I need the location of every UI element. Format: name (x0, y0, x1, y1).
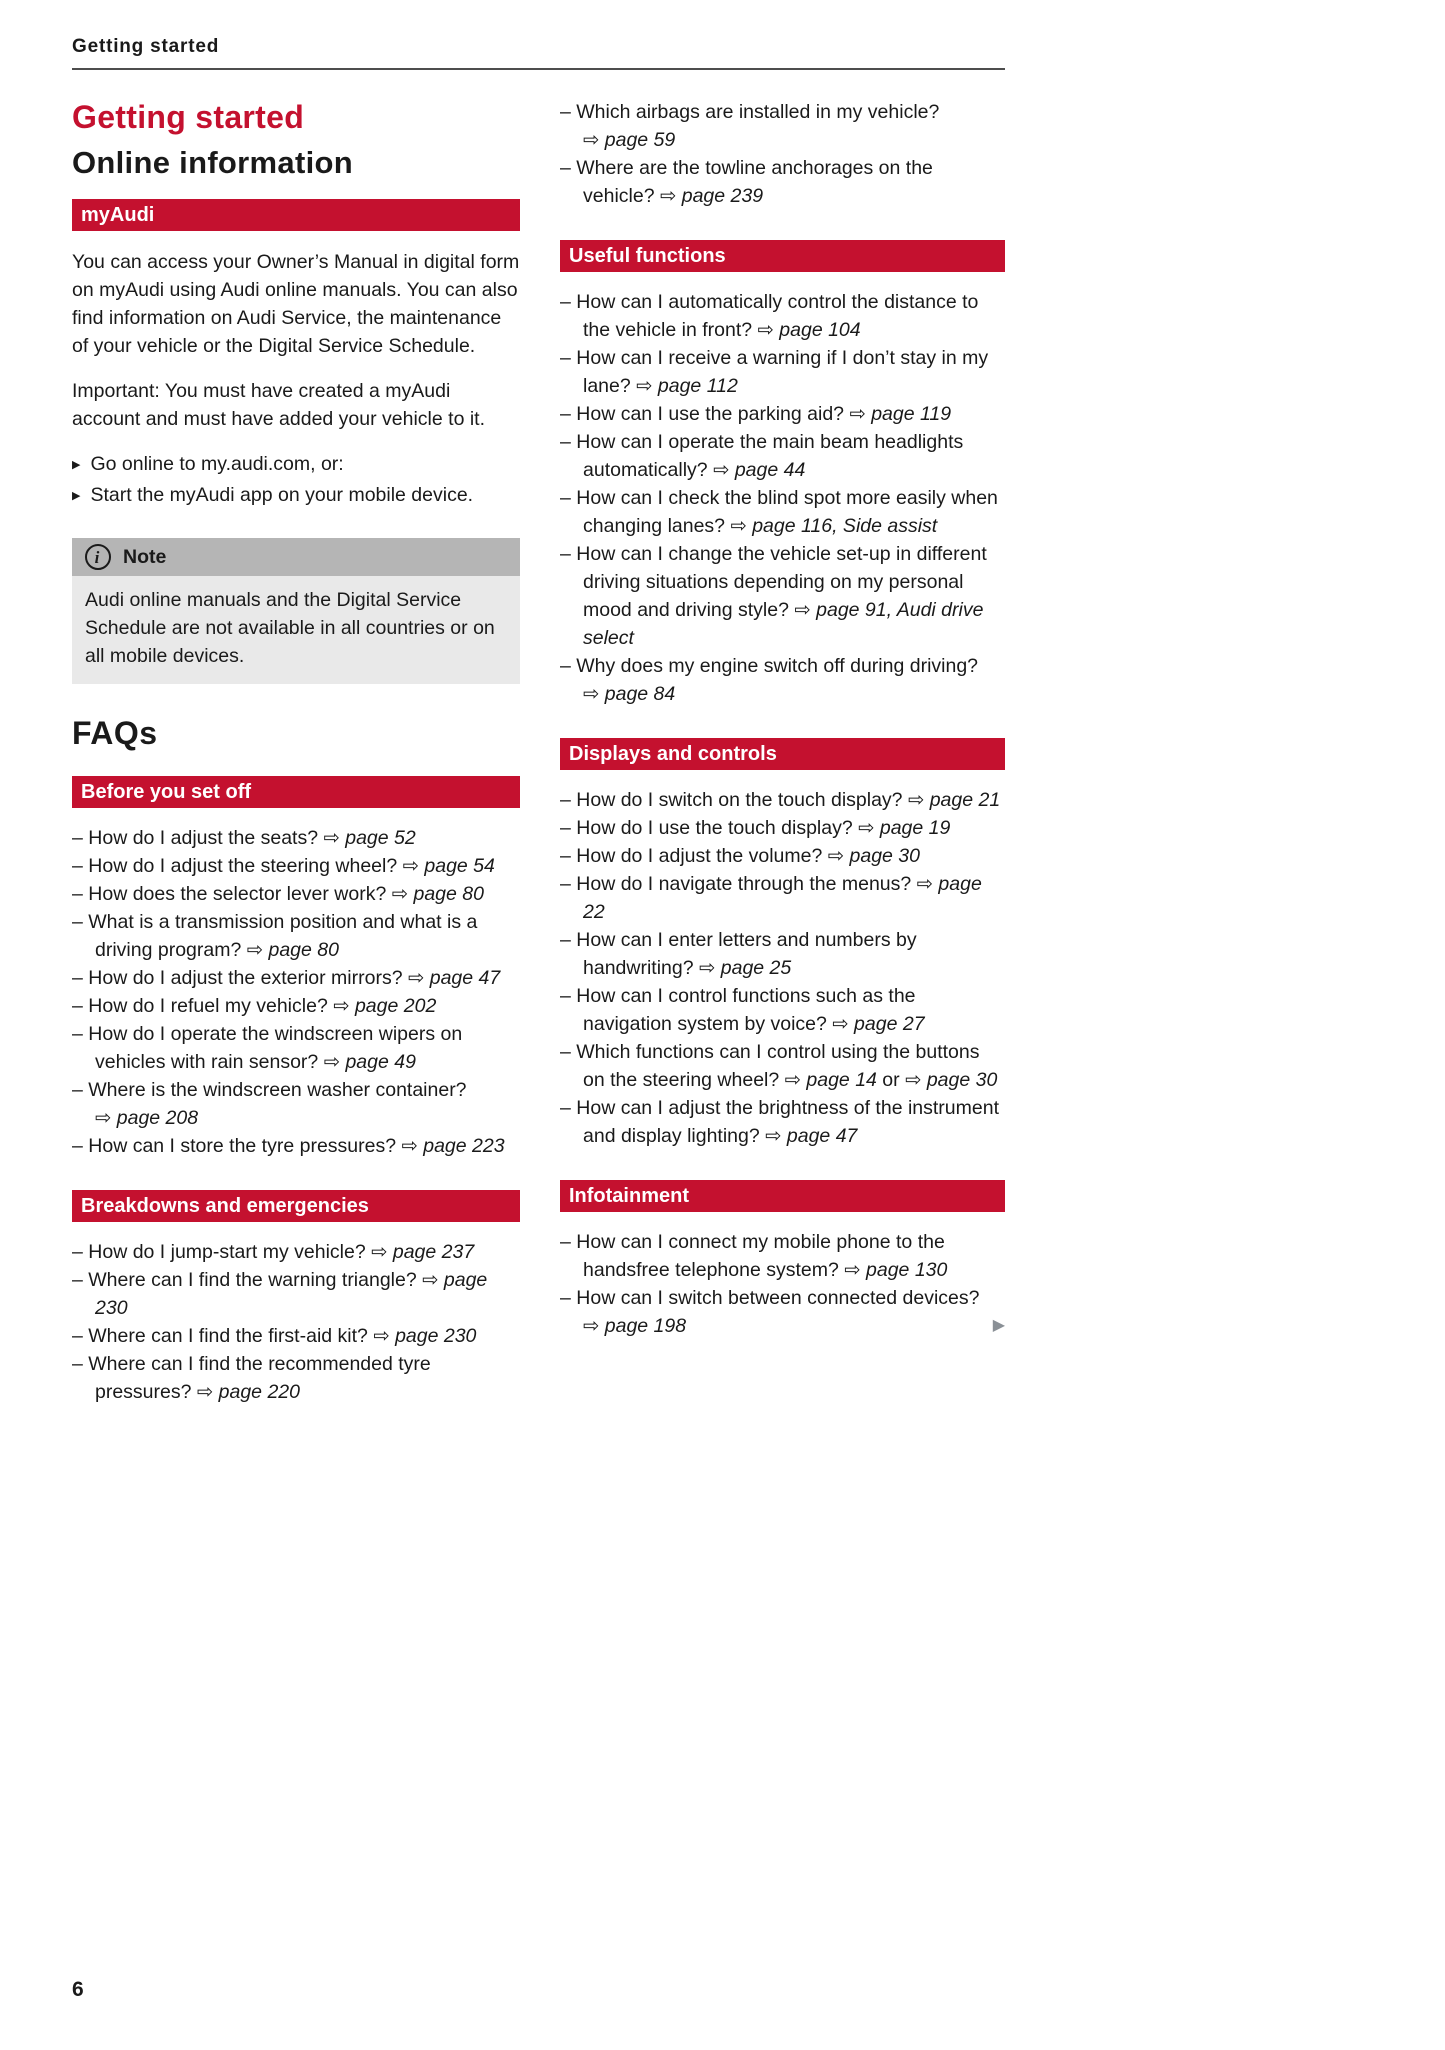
faq-item (560, 540, 1005, 652)
faq-question: – How can I automatically control the distance to the vehicle in front? (560, 291, 979, 341)
page-ref-link[interactable] (849, 403, 951, 425)
faq-question: – How can I change the vehicle set-up in different driving situations depending on my personal mood and driving style? (560, 543, 987, 621)
faq-item (560, 786, 1005, 814)
faq-question: – How can I enter letters and numbers by handwriting? (560, 929, 917, 979)
ref-arrow-icon: ⇨ (916, 873, 933, 895)
faq-item (560, 870, 1005, 926)
ref-page-label: page 223 (417, 1135, 505, 1157)
ref-page-label: page 52 (339, 827, 416, 849)
note-box (72, 538, 520, 684)
bullet-item (72, 450, 520, 481)
page-header (72, 36, 1005, 70)
faq-question: – Which airbags are installed in my vehicle? (560, 101, 940, 123)
ref-page-label: page 104 (773, 319, 861, 341)
faq-item (560, 1094, 1005, 1150)
faq-item (560, 842, 1005, 870)
faq-question: – How can I connect my mobile phone to the handsfree telephone system? (560, 1231, 945, 1281)
ref-page-label: page 19 (874, 817, 951, 839)
faq-section (72, 1190, 520, 1406)
ref-arrow-icon: ⇨ (659, 185, 677, 207)
page-ref-link[interactable] (730, 515, 937, 537)
faq-item (560, 814, 1005, 842)
faq-list (72, 824, 520, 1160)
faq-item (72, 880, 520, 908)
ref-page-label: page 237 (387, 1241, 475, 1263)
faq-list (560, 288, 1005, 708)
ref-page-label: page 22 (583, 873, 982, 923)
ref-arrow-icon: ⇨ (757, 319, 774, 341)
intro-paragraph: You can access your Owner’s Manual in digital form on myAudi using Audi online manuals. You can also find information on Audi Service, the maintenance of your vehicle or the Digital Service Schedule. (72, 251, 520, 357)
page-content (72, 36, 1005, 1406)
bullet-item (72, 481, 520, 512)
faq-item (72, 1020, 520, 1076)
page-ref-link[interactable] (583, 683, 675, 705)
faq-question: – How does the selector lever work? (72, 883, 392, 905)
page-ref-link[interactable] (373, 1325, 476, 1347)
ref-arrow-icon: ⇨ (699, 957, 716, 979)
faq-item (72, 992, 520, 1020)
note-text: Audi online manuals and the Digital Service Schedule are not available in all countries or on all mobile devices. (72, 576, 520, 684)
faq-item (560, 428, 1005, 484)
note-header (72, 538, 520, 576)
faq-section (560, 738, 1005, 1150)
triangle-bullet-icon: ▶ (72, 459, 81, 471)
ref-page-label: page 208 (111, 1107, 199, 1129)
ref-arrow-icon: ⇨ (907, 789, 925, 811)
faq-list (560, 786, 1005, 1150)
ref-arrow-icon: ⇨ (323, 827, 340, 849)
faq-question: – How can I adjust the brightness of the instrument and display lighting? (560, 1097, 999, 1147)
ref-arrow-icon: ⇨ (422, 1269, 439, 1291)
faq-item (560, 926, 1005, 982)
ref-arrow-icon: ⇨ (401, 1135, 418, 1157)
right-faq-sections (560, 98, 1005, 1340)
ref-page-label: page 230 (95, 1269, 488, 1319)
chapter-title: Getting started (72, 99, 305, 135)
ref-page-label: page 80 (408, 883, 484, 905)
faq-question: – How do I switch on the touch display? (560, 789, 908, 811)
ref-arrow-icon: ⇨ (407, 967, 425, 989)
faq-item (72, 908, 520, 964)
myaudi-banner: myAudi (72, 199, 520, 231)
ref-page-label: page 198 (599, 1315, 687, 1337)
ref-page-label: page 80 (263, 939, 339, 961)
ref-arrow-icon: ⇨ (371, 1241, 388, 1263)
page-ref-link[interactable] (324, 1051, 416, 1073)
page-ref-link[interactable] (660, 185, 763, 207)
ref-page-label: page 54 (418, 855, 495, 877)
faq-question: – Where can I find the recommended tyre pressures? (72, 1353, 431, 1403)
faq-question: – How do I jump-start my vehicle? (72, 1241, 372, 1263)
faq-section (560, 240, 1005, 708)
page-ref-link[interactable] (713, 459, 805, 481)
ref-arrow-icon: ⇨ (333, 995, 350, 1017)
faq-question: – How can I store the tyre pressures? (72, 1135, 402, 1157)
two-column-layout (72, 70, 1005, 1406)
ref-page-label: page 112 (652, 375, 738, 397)
triangle-bullet-icon: ▶ (72, 490, 81, 502)
ref-page-label: page 59 (599, 129, 676, 151)
page-ref-link[interactable] (758, 319, 861, 341)
instruction-list (72, 450, 520, 512)
ref-arrow-icon: ⇨ (713, 459, 730, 481)
faq-question: – How do I adjust the exterior mirrors? (72, 967, 408, 989)
page-ref-link[interactable] (403, 855, 495, 877)
faq-question: – Where can I find the warning triangle? (72, 1269, 423, 1291)
ref-arrow-icon: ⇨ (765, 1125, 782, 1147)
ref-arrow-icon: ⇨ (583, 1315, 600, 1337)
bullet-text: Go online to my.audi.com, or: (90, 453, 344, 475)
faq-question: – Which functions can I control using the buttons on the steering wheel? (560, 1041, 980, 1091)
ref-page-label: page 47 (781, 1125, 858, 1147)
ref-arrow-icon: ⇨ (583, 683, 600, 705)
faq-question: – Why does my engine switch off during driving? (560, 655, 979, 677)
page-ref-link[interactable] (333, 995, 436, 1017)
faq-list (560, 98, 1005, 210)
page-ref-link[interactable] (832, 1013, 924, 1035)
faq-item: – Which functions can I control using the buttons on the steering wheel? ⇨ page 14 or ⇨ page 30 (560, 1041, 998, 1091)
ref-page-label: page 47 (424, 967, 501, 989)
page-ref-link[interactable] (858, 817, 950, 839)
faq-item (560, 154, 1005, 210)
ref-page-label: page 130 (860, 1259, 948, 1281)
ref-page-label: page 84 (599, 683, 676, 705)
running-header-title: Getting started (72, 36, 220, 57)
ref-page-label: page 14 (800, 1069, 877, 1091)
ref-arrow-icon: ⇨ (858, 817, 875, 839)
page-ref-link[interactable] (583, 129, 675, 151)
faq-question: – How can I receive a warning if I don’t stay in my lane? (560, 347, 989, 397)
ref-arrow-icon: ⇨ (373, 1325, 390, 1347)
bullet-text: Start the myAudi app on your mobile device. (90, 484, 474, 506)
faq-question: – Where is the windscreen washer container? (72, 1079, 467, 1101)
ref-arrow-icon: ⇨ (391, 883, 409, 905)
left-faq-sections (72, 776, 520, 1406)
ref-arrow-icon: ⇨ (323, 1051, 341, 1073)
section-banner: Displays and controls (560, 738, 1005, 770)
ref-page-label: page 27 (848, 1013, 925, 1035)
ref-arrow-icon: ⇨ (849, 403, 866, 425)
ref-page-label: page 230 (389, 1325, 477, 1347)
faq-question: – How do I refuel my vehicle? (72, 995, 334, 1017)
section-banner: Useful functions (560, 240, 1005, 272)
faq-item (72, 1266, 520, 1322)
faq-section (560, 98, 1005, 210)
page-ref-link[interactable] (401, 1135, 504, 1157)
faq-item (72, 824, 520, 852)
page-ref-link[interactable] (785, 1069, 877, 1091)
ref-page-label: page 239 (676, 185, 764, 207)
faq-item (560, 484, 1005, 540)
ref-arrow-icon: ⇨ (583, 129, 600, 151)
ref-page-label: page 91, Audi drive select (583, 599, 984, 649)
page-ref-link[interactable] (583, 1315, 686, 1337)
ref-page-label: page 202 (349, 995, 437, 1017)
ref-page-label: page 30 (921, 1069, 998, 1091)
ref-arrow-icon: ⇨ (827, 845, 845, 867)
faq-item (72, 852, 520, 880)
faqs-title: FAQs (72, 715, 158, 751)
faq-item (560, 982, 1005, 1038)
page-ref-link[interactable] (371, 1241, 474, 1263)
faq-item (72, 1350, 520, 1406)
faq-question: – How can I operate the main beam headlights automatically? (560, 431, 964, 481)
ref-page-label: page 220 (213, 1381, 300, 1403)
faq-question: – How do I navigate through the menus? (560, 873, 917, 895)
ref-page-label: page 30 (844, 845, 920, 867)
faq-question: – How can I use the parking aid? (560, 403, 850, 425)
faq-question: – How can I check the blind spot more easily when changing lanes? (560, 487, 998, 537)
page-ref-link[interactable] (392, 883, 484, 905)
faq-question: – How do I operate the windscreen wipers on vehicles with rain sensor? (72, 1023, 463, 1073)
section-banner: Breakdowns and emergencies (72, 1190, 520, 1222)
faq-item (72, 964, 520, 992)
page-ref-link[interactable] (828, 845, 920, 867)
page-ref-link[interactable] (636, 375, 738, 397)
ref-arrow-icon: ⇨ (246, 939, 264, 961)
ref-arrow-icon: ⇨ (730, 515, 747, 537)
note-label: Note (123, 545, 167, 568)
faq-list (72, 1238, 520, 1406)
faq-question: – How can I control functions such as the navigation system by voice? (560, 985, 916, 1035)
continuation-arrow-icon: ▶ (992, 1317, 1005, 1334)
page-ref-link[interactable] (408, 967, 500, 989)
ref-page-label: page 44 (729, 459, 806, 481)
faq-item (72, 1132, 520, 1160)
faq-question: – What is a transmission position and what is a driving program? (72, 911, 478, 961)
right-column (560, 98, 1005, 1340)
page-ref-link[interactable] (247, 939, 339, 961)
section-banner: Infotainment (560, 1180, 1005, 1212)
faq-item (560, 98, 1005, 154)
page-number: 6 (72, 1978, 84, 2001)
ref-arrow-icon: ⇨ (636, 375, 653, 397)
ref-arrow-icon: ⇨ (95, 1107, 112, 1129)
ref-page-label: page 25 (715, 957, 792, 979)
ref-arrow-icon: ⇨ (784, 1069, 801, 1091)
faq-question: – How do I use the touch display? (560, 817, 859, 839)
left-column (72, 98, 520, 1406)
page-ref-link[interactable] (197, 1381, 300, 1403)
ref-page-label: page 49 (340, 1051, 416, 1073)
ref-page-label: page 21 (924, 789, 1001, 811)
page-ref-link[interactable] (95, 1107, 198, 1129)
info-icon: i (85, 544, 111, 570)
faq-question: – How do I adjust the volume? (560, 845, 828, 867)
ref-arrow-icon: ⇨ (794, 599, 811, 621)
faq-item (72, 1238, 520, 1266)
section-title: Online information (72, 145, 353, 180)
page-ref-link[interactable] (908, 789, 1000, 811)
faq-item (560, 344, 1005, 400)
faq-item (72, 1076, 520, 1132)
faq-question: – How do I adjust the seats? (72, 827, 324, 849)
ref-arrow-icon: ⇨ (832, 1013, 849, 1035)
faq-item (560, 1228, 1005, 1284)
faq-section (72, 776, 520, 1160)
faq-item (72, 1322, 520, 1350)
section-banner: Before you set off (72, 776, 520, 808)
faq-question: – How can I switch between connected devices? (560, 1287, 980, 1309)
page-ref-link[interactable] (699, 957, 791, 979)
faq-item (560, 288, 1005, 344)
page-ref-link[interactable] (905, 1069, 997, 1091)
page-ref-link[interactable] (765, 1125, 857, 1147)
ref-page-label: page 119 (865, 403, 952, 425)
faq-question: – Where are the towline anchorages on the vehicle? (560, 157, 933, 207)
faq-item (560, 652, 1005, 708)
ref-page-label: page 116, Side assist (746, 515, 938, 537)
faq-question: – How do I adjust the steering wheel? (72, 855, 403, 877)
page-ref-link[interactable] (323, 827, 415, 849)
faq-question: – Where can I find the first-aid kit? (72, 1325, 374, 1347)
ref-arrow-icon: ⇨ (402, 855, 419, 877)
ref-arrow-icon: ⇨ (196, 1381, 214, 1403)
ref-arrow-icon: ⇨ (844, 1259, 861, 1281)
page-ref-link[interactable] (844, 1259, 947, 1281)
important-paragraph: Important: You must have created a myAudi account and must have added your vehicle to it. (72, 380, 486, 430)
ref-arrow-icon: ⇨ (905, 1069, 922, 1091)
faq-item (560, 400, 1005, 428)
